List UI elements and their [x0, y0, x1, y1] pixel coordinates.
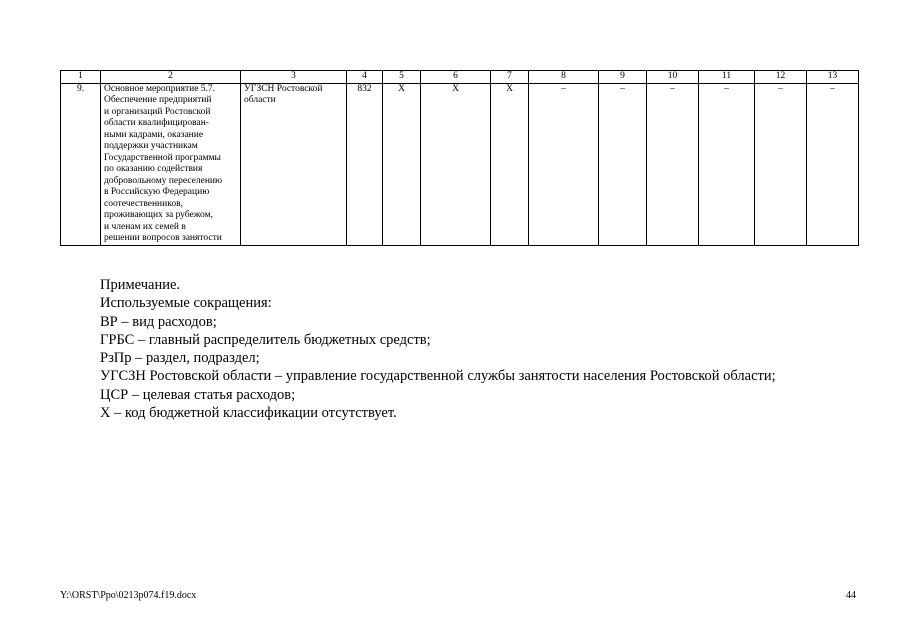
notes-title: Примечание. — [100, 277, 181, 293]
description-line: области квалифицирован- — [104, 118, 209, 128]
column-number: 8 — [529, 71, 599, 84]
table-row — [61, 83, 859, 245]
notes-subtitle: Используемые сокращения: — [100, 295, 272, 312]
csr-cell: Х — [421, 83, 491, 245]
column-number-row — [61, 71, 859, 84]
value-cell: – — [529, 83, 599, 245]
grbs-cell: 832 — [347, 83, 383, 245]
description-line: и организаций Ростовской — [104, 106, 211, 117]
abbreviation-item: ВР – вид расходов; — [100, 313, 217, 330]
abbreviation-item: ГРБС – главный распределитель бюджетных средств; — [100, 331, 431, 348]
column-number: 4 — [347, 71, 383, 84]
value-cell: – — [755, 83, 807, 245]
description-line: соотечественников, — [104, 198, 183, 209]
description-line: решении вопросов занятости — [104, 233, 222, 243]
column-number: 13 — [807, 71, 859, 84]
description-line: Основное мероприятие 5.7. — [104, 83, 216, 94]
value-cell: – — [807, 83, 859, 245]
row-number: 9. — [61, 83, 101, 245]
footer-file-path: Y:\ORST\Ppo\0213p074.f19.docx — [60, 590, 197, 601]
abbreviation-item: РзПр – раздел, подраздел; — [100, 350, 260, 367]
description-line: по оказанию содействия — [104, 164, 203, 174]
description-line: поддержки участникам — [104, 141, 198, 151]
description-line: и членам их семей в — [104, 221, 186, 232]
executor-cell — [241, 83, 347, 245]
abbreviation-item: Х – код бюджетной классификации отсутствует. — [100, 405, 397, 422]
value-cell: – — [699, 83, 755, 245]
value-cell: – — [599, 83, 647, 245]
abbreviation-item: УГСЗН Ростовской области – управление государственной службы занятости населения Ростовской области; — [100, 368, 776, 385]
column-number: 3 — [241, 71, 347, 84]
column-number: 12 — [755, 71, 807, 84]
column-number: 10 — [647, 71, 699, 84]
executor-line: области — [244, 95, 276, 105]
column-number: 9 — [599, 71, 647, 84]
column-number: 6 — [421, 71, 491, 84]
description-line: Обеспечение предприятий — [104, 95, 212, 105]
program-table — [60, 70, 859, 246]
rzpr-cell: Х — [383, 83, 421, 245]
column-number: 2 — [101, 71, 241, 84]
abbreviation-item: ЦСР – целевая статья расходов; — [100, 386, 296, 403]
description-line: Государственной программы — [104, 152, 221, 163]
description-line: добровольному переселению — [104, 175, 223, 186]
description-line: ными кадрами, оказание — [104, 129, 204, 140]
column-number: 1 — [61, 71, 101, 84]
vr-cell: Х — [491, 83, 529, 245]
column-number: 7 — [491, 71, 529, 84]
measure-description — [101, 83, 241, 245]
page-number: 44 — [846, 590, 856, 601]
value-cell: – — [647, 83, 699, 245]
column-number: 5 — [383, 71, 421, 84]
column-number: 11 — [699, 71, 755, 84]
description-line: в Российскую Федерацию — [104, 187, 210, 197]
description-line: проживающих за рубежом, — [104, 210, 213, 220]
executor-line: УГЗСН Ростовской — [244, 83, 323, 94]
notes-section — [100, 276, 776, 422]
